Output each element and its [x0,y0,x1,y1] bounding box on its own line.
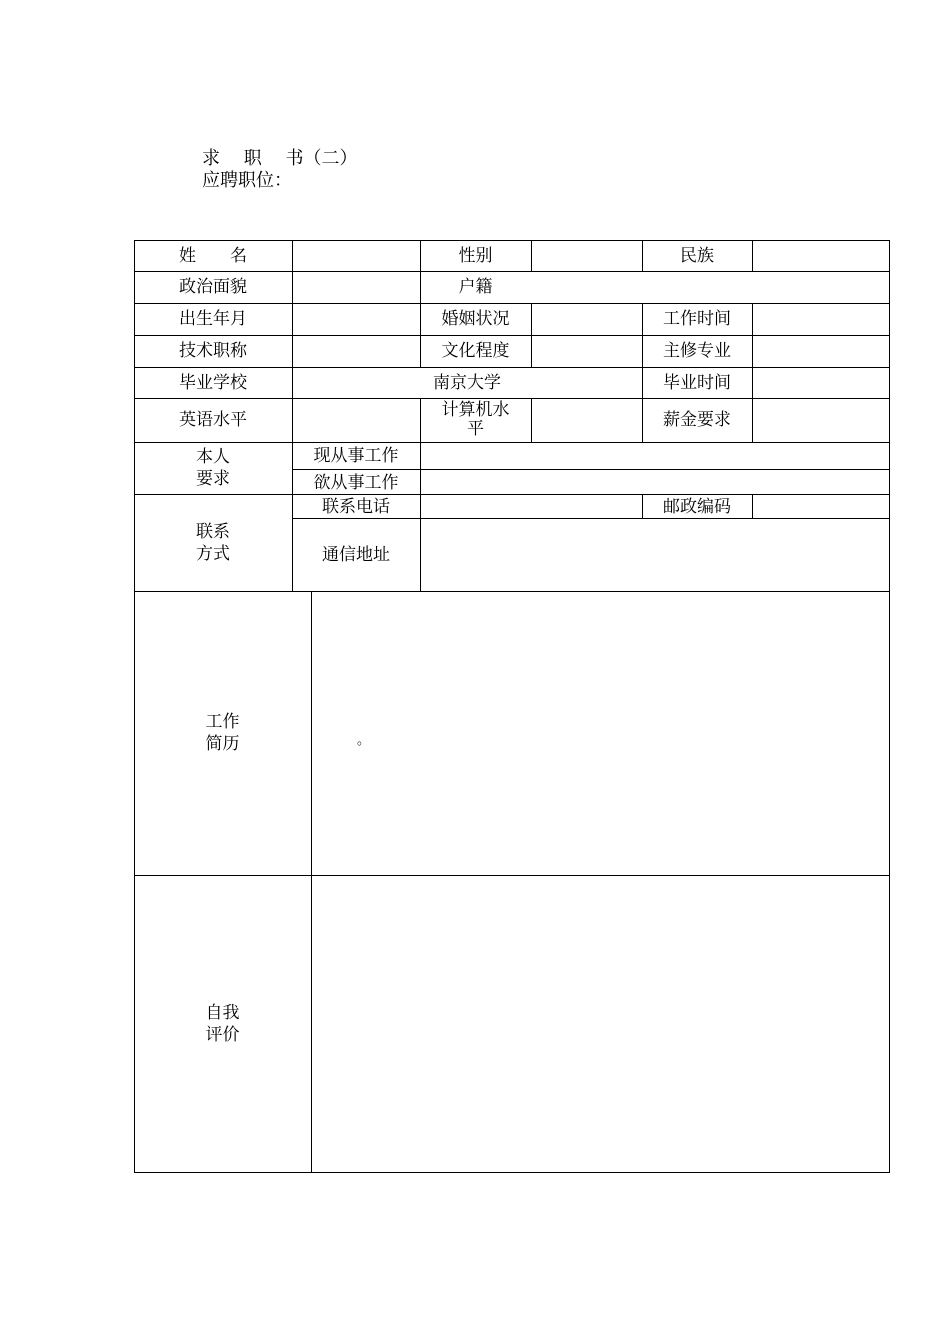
document-title: 求 职 书（二） [202,148,358,169]
major-label: 主修专业 [663,341,731,361]
technical-title-field[interactable] [292,335,420,367]
english-level-field[interactable] [292,398,420,442]
english-level-label: 英语水平 [179,410,247,430]
postcode-field[interactable] [752,495,889,518]
gender-label: 性别 [458,246,493,266]
education-field[interactable] [531,335,642,367]
document-heading [202,148,357,192]
salary-field[interactable] [752,398,889,442]
hukou-field[interactable] [531,271,889,303]
self-evaluation-label-line1: 自我 [205,1002,240,1023]
computer-level-label-line2: 平 [467,419,484,439]
postcode-label: 邮政编码 [663,497,731,517]
requirements-label-line1: 本人 [196,447,230,467]
marital-status-field[interactable] [531,303,642,335]
phone-label: 联系电话 [322,497,390,517]
self-evaluation-field[interactable] [312,876,889,1172]
table-border-bottom [134,1172,890,1173]
contact-label [134,494,292,591]
work-history-field[interactable] [312,592,889,875]
graduation-time-field[interactable] [752,367,889,399]
desired-job-label: 欲从事工作 [313,473,399,493]
work-history-label-line1: 工作 [205,712,240,732]
birth-date-field[interactable] [292,303,420,335]
political-status-field[interactable] [292,271,420,303]
school-label: 毕业学校 [179,373,247,393]
current-job-label: 现从事工作 [313,446,399,466]
school-value[interactable]: 南京大学 [433,373,501,393]
major-field[interactable] [752,335,889,367]
desired-job-field[interactable] [420,470,889,494]
salary-label: 薪金要求 [663,410,731,430]
education-label: 文化程度 [441,341,510,361]
address-label: 通信地址 [322,544,390,565]
computer-level-label [420,398,531,442]
contact-label-line1: 联系 [196,521,230,542]
political-status-label: 政治面貌 [179,277,247,297]
phone-field[interactable] [420,495,642,518]
ethnicity-field[interactable] [752,240,889,272]
table-border-right [889,240,890,1173]
position-label: 应聘职位： [202,170,292,191]
work-start-label: 工作时间 [663,309,731,329]
computer-level-field[interactable] [531,398,642,442]
technical-title-label: 技术职称 [179,341,247,361]
hukou-label: 户籍 [458,277,493,297]
work-history-label-line2: 简历 [205,734,240,754]
gender-field[interactable] [531,240,642,272]
marital-status-label: 婚姻状况 [441,309,510,329]
current-job-field[interactable] [420,443,889,469]
work-history-label [134,591,311,875]
work-history-mark: 。 [357,733,371,748]
requirements-label-line2: 要求 [196,469,230,489]
name-label: 姓 名 [179,246,247,266]
graduation-time-label: 毕业时间 [663,373,731,393]
birth-date-label: 出生年月 [179,309,247,329]
address-field[interactable] [420,518,889,591]
requirements-label [134,442,292,494]
name-field[interactable] [292,240,420,272]
work-start-field[interactable] [752,303,889,335]
computer-level-label-line1: 计算机水 [441,400,510,420]
ethnicity-label: 民族 [680,246,714,266]
contact-label-line2: 方式 [196,543,230,564]
self-evaluation-label-line2: 评价 [205,1024,240,1045]
self-evaluation-label [134,875,311,1172]
